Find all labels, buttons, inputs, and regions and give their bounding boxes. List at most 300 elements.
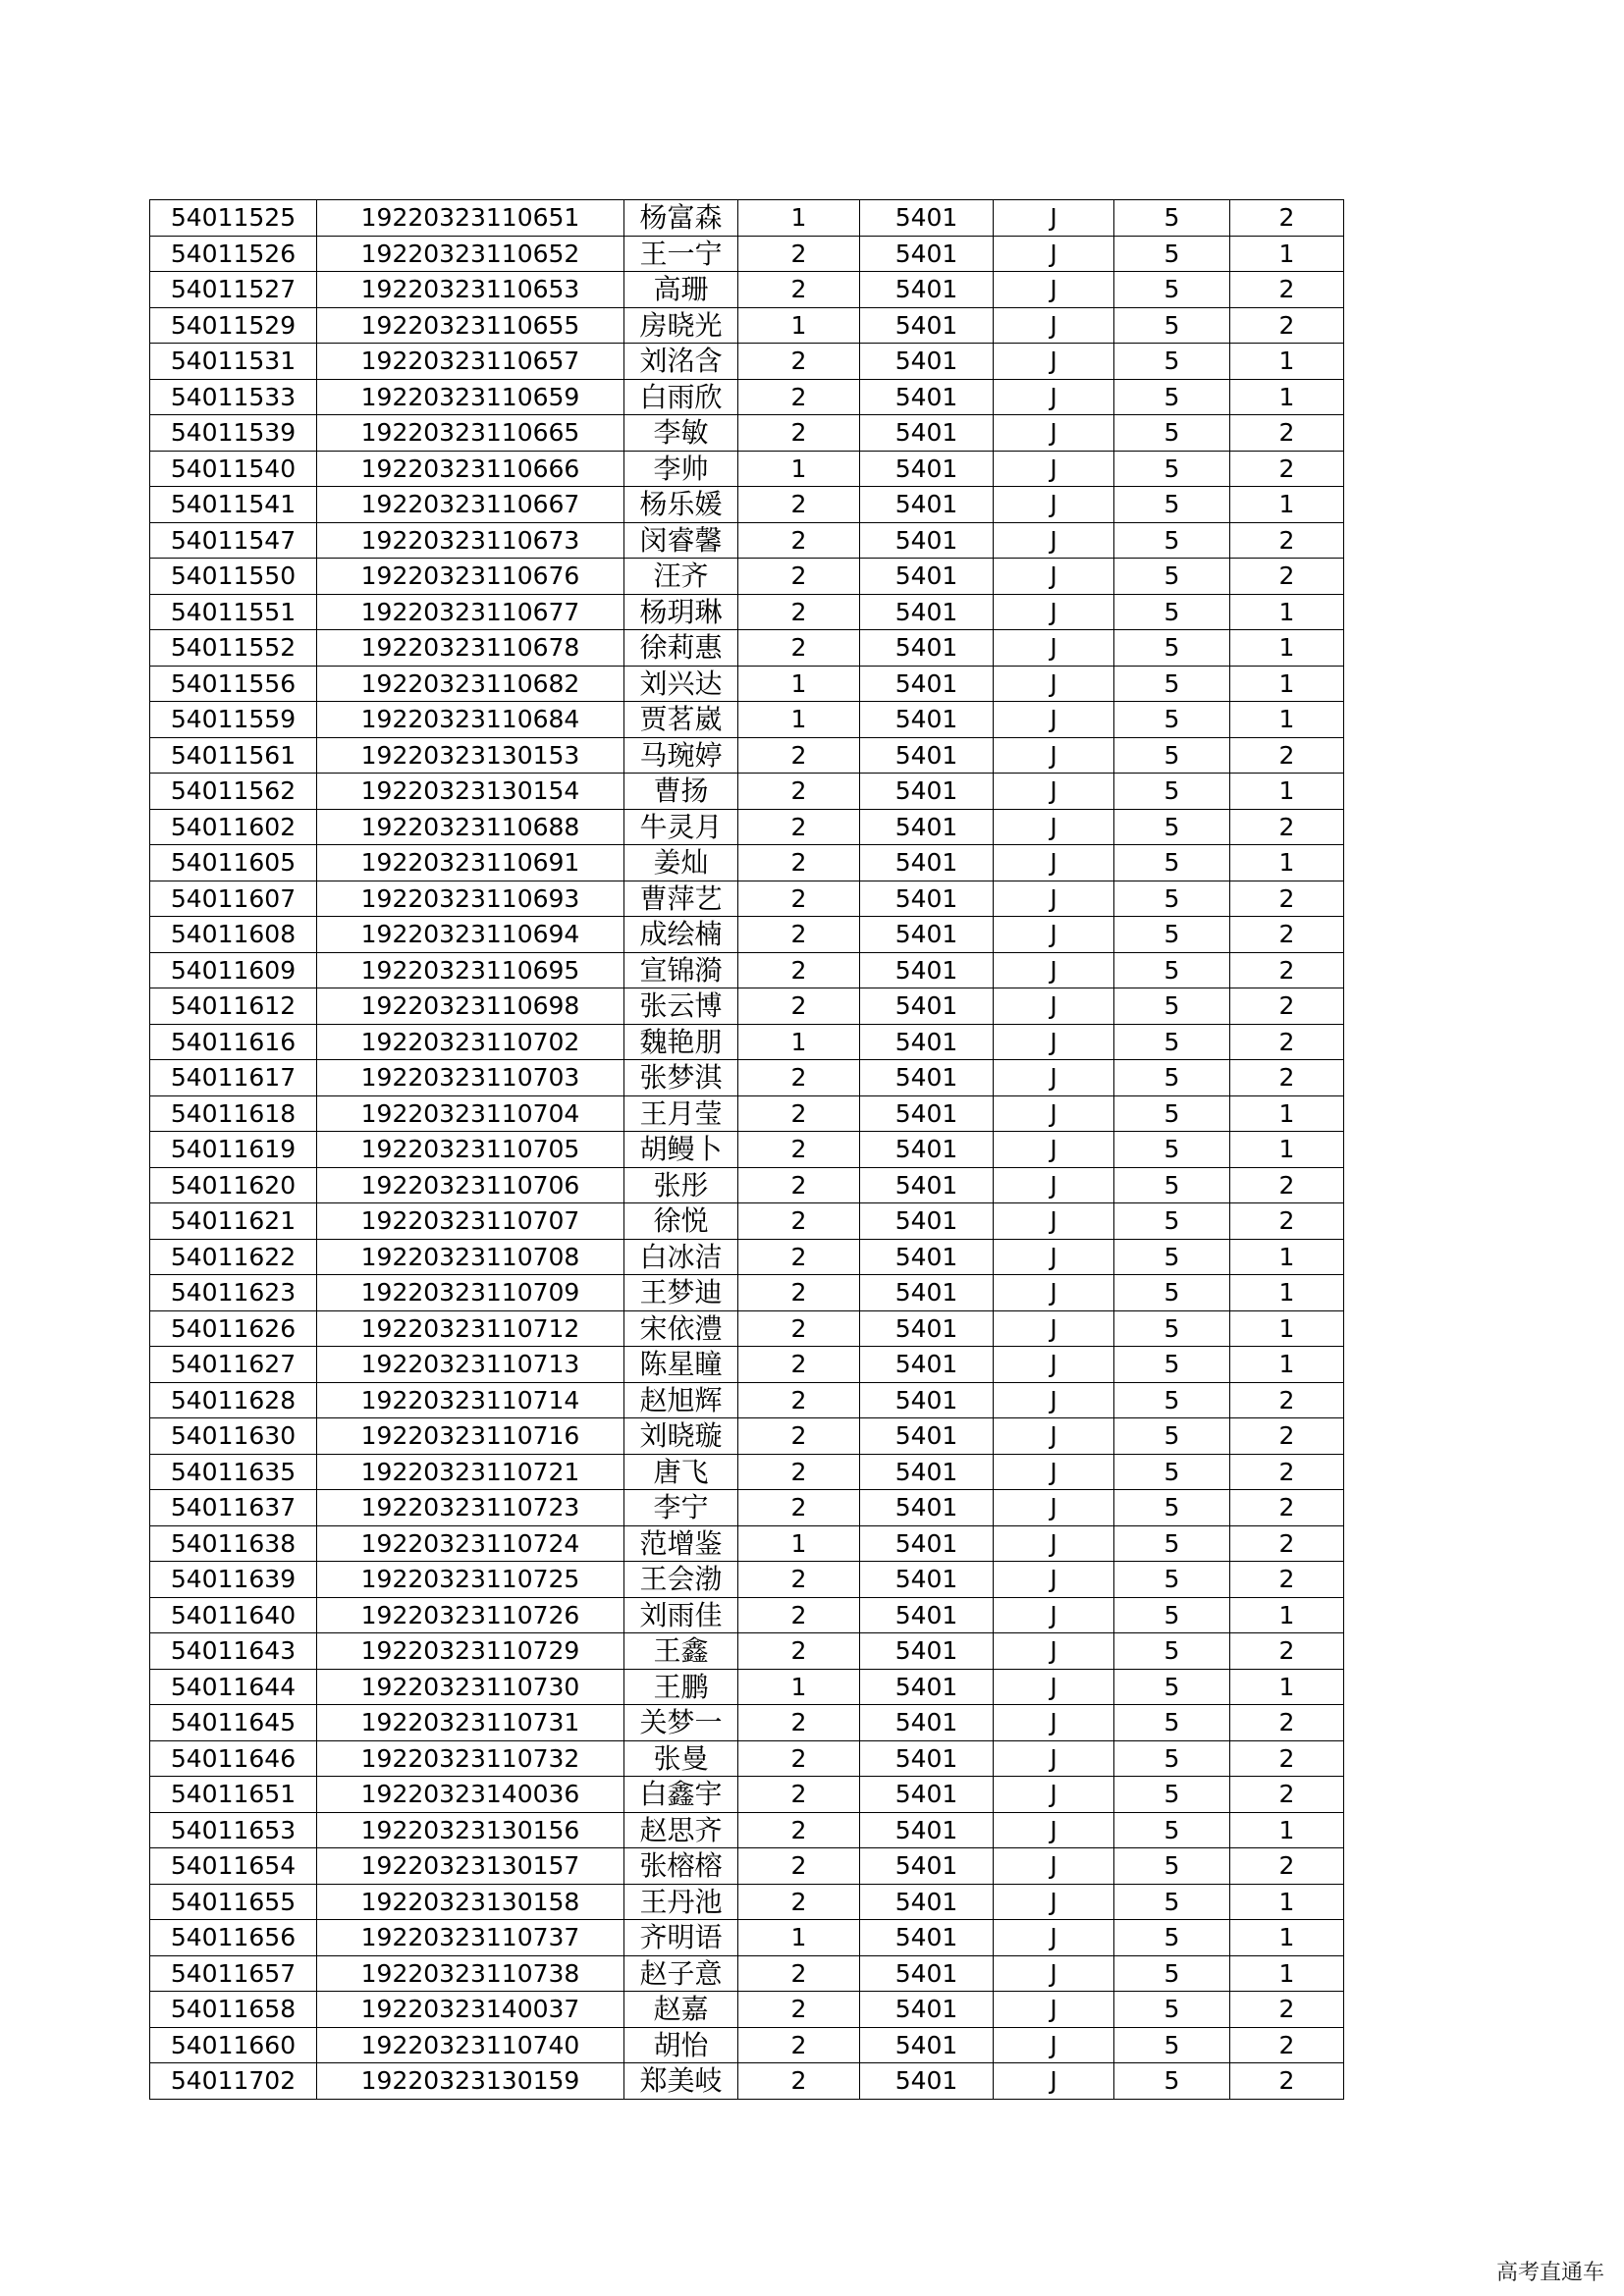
cell-name: 唐飞 — [624, 1454, 738, 1490]
cell-name: 贾茗崴 — [624, 702, 738, 738]
cell-type: J — [994, 1992, 1114, 2028]
cell-gender: 2 — [738, 1955, 860, 1992]
table-row — [150, 1382, 1344, 1418]
cell-code: 5401 — [860, 1812, 994, 1848]
cell-level: 5 — [1114, 1203, 1230, 1240]
cell-reg-no: 19220323110677 — [317, 594, 624, 630]
cell-reg-no: 19220323110706 — [317, 1167, 624, 1203]
cell-reg-no: 19220323110730 — [317, 1669, 624, 1705]
cell-name: 徐莉惠 — [624, 630, 738, 667]
cell-exam-no: 54011605 — [150, 845, 317, 881]
cell-result: 2 — [1230, 809, 1344, 845]
table-row — [150, 1669, 1344, 1705]
cell-result: 2 — [1230, 1740, 1344, 1777]
cell-gender: 2 — [738, 1633, 860, 1670]
table-row — [150, 630, 1344, 667]
cell-exam-no: 54011550 — [150, 559, 317, 595]
cell-reg-no: 19220323130159 — [317, 2063, 624, 2100]
cell-reg-no: 19220323110704 — [317, 1095, 624, 1132]
table-row — [150, 1310, 1344, 1347]
cell-gender: 2 — [738, 917, 860, 953]
cell-code: 5401 — [860, 2063, 994, 2100]
cell-reg-no: 19220323110725 — [317, 1562, 624, 1598]
cell-name: 范增鉴 — [624, 1525, 738, 1562]
cell-type: J — [994, 1418, 1114, 1455]
cell-gender: 2 — [738, 1454, 860, 1490]
cell-name: 曹扬 — [624, 774, 738, 810]
cell-level: 5 — [1114, 1347, 1230, 1383]
cell-gender: 2 — [738, 1740, 860, 1777]
table-row — [150, 344, 1344, 380]
cell-code: 5401 — [860, 1454, 994, 1490]
cell-level: 5 — [1114, 1562, 1230, 1598]
cell-level: 5 — [1114, 1167, 1230, 1203]
cell-type: J — [994, 952, 1114, 988]
cell-reg-no: 19220323130157 — [317, 1848, 624, 1885]
cell-reg-no: 19220323110651 — [317, 200, 624, 237]
cell-level: 5 — [1114, 1239, 1230, 1275]
cell-level: 5 — [1114, 1275, 1230, 1311]
table-row — [150, 774, 1344, 810]
cell-level: 5 — [1114, 1382, 1230, 1418]
cell-reg-no: 19220323110726 — [317, 1597, 624, 1633]
cell-level: 5 — [1114, 559, 1230, 595]
cell-result: 2 — [1230, 1848, 1344, 1885]
cell-code: 5401 — [860, 1310, 994, 1347]
table-row — [150, 1777, 1344, 1813]
table-row — [150, 1562, 1344, 1598]
cell-type: J — [994, 559, 1114, 595]
table-row — [150, 307, 1344, 344]
cell-name: 郑美岐 — [624, 2063, 738, 2100]
cell-exam-no: 54011656 — [150, 1920, 317, 1956]
cell-result: 1 — [1230, 630, 1344, 667]
cell-result: 1 — [1230, 236, 1344, 272]
cell-name: 白鑫宇 — [624, 1777, 738, 1813]
table-row — [150, 1812, 1344, 1848]
cell-code: 5401 — [860, 1239, 994, 1275]
cell-type: J — [994, 1955, 1114, 1992]
cell-exam-no: 54011643 — [150, 1633, 317, 1670]
cell-reg-no: 19220323110731 — [317, 1705, 624, 1741]
cell-exam-no: 54011653 — [150, 1812, 317, 1848]
table-row — [150, 1418, 1344, 1455]
cell-name: 汪齐 — [624, 559, 738, 595]
cell-level: 5 — [1114, 630, 1230, 667]
cell-result: 1 — [1230, 1095, 1344, 1132]
cell-exam-no: 54011702 — [150, 2063, 317, 2100]
cell-gender: 2 — [738, 952, 860, 988]
cell-name: 牛灵月 — [624, 809, 738, 845]
cell-level: 5 — [1114, 379, 1230, 415]
cell-gender: 2 — [738, 379, 860, 415]
cell-code: 5401 — [860, 1132, 994, 1168]
cell-gender: 1 — [738, 666, 860, 702]
cell-reg-no: 19220323110688 — [317, 809, 624, 845]
cell-result: 2 — [1230, 917, 1344, 953]
cell-code: 5401 — [860, 809, 994, 845]
cell-name: 刘洺含 — [624, 344, 738, 380]
cell-gender: 2 — [738, 594, 860, 630]
cell-result: 2 — [1230, 307, 1344, 344]
cell-gender: 2 — [738, 522, 860, 559]
cell-result: 1 — [1230, 1132, 1344, 1168]
cell-result: 1 — [1230, 379, 1344, 415]
cell-result: 2 — [1230, 2027, 1344, 2063]
table-row — [150, 1275, 1344, 1311]
cell-gender: 2 — [738, 1562, 860, 1598]
cell-exam-no: 54011654 — [150, 1848, 317, 1885]
cell-type: J — [994, 1740, 1114, 1777]
cell-name: 陈星瞳 — [624, 1347, 738, 1383]
cell-name: 白冰洁 — [624, 1239, 738, 1275]
table-row — [150, 522, 1344, 559]
table-row — [150, 200, 1344, 237]
cell-exam-no: 54011529 — [150, 307, 317, 344]
cell-type: J — [994, 344, 1114, 380]
table-row — [150, 1095, 1344, 1132]
cell-name: 赵嘉 — [624, 1992, 738, 2028]
table-row — [150, 1633, 1344, 1670]
cell-type: J — [994, 1705, 1114, 1741]
cell-level: 5 — [1114, 845, 1230, 881]
table-row — [150, 2027, 1344, 2063]
cell-result: 2 — [1230, 1705, 1344, 1741]
cell-reg-no: 19220323140036 — [317, 1777, 624, 1813]
cell-level: 5 — [1114, 1777, 1230, 1813]
cell-gender: 2 — [738, 2027, 860, 2063]
cell-gender: 2 — [738, 630, 860, 667]
cell-code: 5401 — [860, 1347, 994, 1383]
cell-reg-no: 19220323130158 — [317, 1884, 624, 1920]
cell-code: 5401 — [860, 1955, 994, 1992]
cell-code: 5401 — [860, 1275, 994, 1311]
cell-reg-no: 19220323110691 — [317, 845, 624, 881]
cell-gender: 2 — [738, 2063, 860, 2100]
cell-type: J — [994, 1275, 1114, 1311]
cell-result: 1 — [1230, 666, 1344, 702]
cell-gender: 2 — [738, 559, 860, 595]
cell-exam-no: 54011622 — [150, 1239, 317, 1275]
cell-level: 5 — [1114, 952, 1230, 988]
cell-result: 2 — [1230, 200, 1344, 237]
cell-reg-no: 19220323110676 — [317, 559, 624, 595]
cell-exam-no: 54011540 — [150, 451, 317, 487]
cell-type: J — [994, 1777, 1114, 1813]
cell-reg-no: 19220323110698 — [317, 988, 624, 1025]
cell-type: J — [994, 1490, 1114, 1526]
cell-exam-no: 54011651 — [150, 1777, 317, 1813]
cell-level: 5 — [1114, 809, 1230, 845]
cell-name: 刘晓璇 — [624, 1418, 738, 1455]
cell-code: 5401 — [860, 845, 994, 881]
cell-result: 2 — [1230, 881, 1344, 917]
cell-exam-no: 54011646 — [150, 1740, 317, 1777]
cell-name: 王月莹 — [624, 1095, 738, 1132]
cell-level: 5 — [1114, 1132, 1230, 1168]
cell-type: J — [994, 272, 1114, 308]
cell-level: 5 — [1114, 200, 1230, 237]
cell-code: 5401 — [860, 487, 994, 523]
cell-reg-no: 19220323110666 — [317, 451, 624, 487]
cell-gender: 1 — [738, 702, 860, 738]
cell-level: 5 — [1114, 1095, 1230, 1132]
watermark: 高考直通车 — [1495, 2261, 1604, 2285]
cell-type: J — [994, 415, 1114, 452]
cell-name: 王丹池 — [624, 1884, 738, 1920]
cell-gender: 2 — [738, 1167, 860, 1203]
cell-result: 1 — [1230, 1920, 1344, 1956]
cell-exam-no: 54011638 — [150, 1525, 317, 1562]
cell-gender: 1 — [738, 200, 860, 237]
cell-name: 张云博 — [624, 988, 738, 1025]
cell-result: 1 — [1230, 1669, 1344, 1705]
cell-name: 宣锦漪 — [624, 952, 738, 988]
cell-result: 2 — [1230, 988, 1344, 1025]
table-row — [150, 236, 1344, 272]
cell-name: 李敏 — [624, 415, 738, 452]
cell-gender: 2 — [738, 988, 860, 1025]
cell-reg-no: 19220323110712 — [317, 1310, 624, 1347]
cell-name: 李宁 — [624, 1490, 738, 1526]
table-row — [150, 1920, 1344, 1956]
cell-level: 5 — [1114, 1740, 1230, 1777]
cell-reg-no: 19220323110707 — [317, 1203, 624, 1240]
cell-exam-no: 54011618 — [150, 1095, 317, 1132]
cell-code: 5401 — [860, 1525, 994, 1562]
cell-name: 杨富森 — [624, 200, 738, 237]
table-row — [150, 594, 1344, 630]
cell-result: 2 — [1230, 415, 1344, 452]
cell-type: J — [994, 2027, 1114, 2063]
cell-type: J — [994, 1920, 1114, 1956]
cell-type: J — [994, 988, 1114, 1025]
cell-type: J — [994, 881, 1114, 917]
table-row — [150, 1490, 1344, 1526]
cell-type: J — [994, 666, 1114, 702]
cell-gender: 1 — [738, 1024, 860, 1060]
cell-gender: 2 — [738, 1275, 860, 1311]
cell-name: 王鹏 — [624, 1669, 738, 1705]
cell-level: 5 — [1114, 1705, 1230, 1741]
cell-gender: 2 — [738, 1239, 860, 1275]
cell-level: 5 — [1114, 1920, 1230, 1956]
cell-name: 杨乐媛 — [624, 487, 738, 523]
cell-result: 1 — [1230, 487, 1344, 523]
cell-reg-no: 19220323110716 — [317, 1418, 624, 1455]
cell-type: J — [994, 845, 1114, 881]
cell-result: 1 — [1230, 1955, 1344, 1992]
cell-name: 宋依澧 — [624, 1310, 738, 1347]
cell-result: 1 — [1230, 774, 1344, 810]
cell-type: J — [994, 1812, 1114, 1848]
cell-exam-no: 54011645 — [150, 1705, 317, 1741]
cell-exam-no: 54011533 — [150, 379, 317, 415]
cell-type: J — [994, 774, 1114, 810]
cell-code: 5401 — [860, 1490, 994, 1526]
table-row — [150, 881, 1344, 917]
cell-reg-no: 19220323110653 — [317, 272, 624, 308]
table-row — [150, 272, 1344, 308]
cell-result: 1 — [1230, 1347, 1344, 1383]
cell-gender: 2 — [738, 737, 860, 774]
cell-exam-no: 54011620 — [150, 1167, 317, 1203]
cell-result: 1 — [1230, 1275, 1344, 1311]
cell-gender: 1 — [738, 451, 860, 487]
cell-code: 5401 — [860, 1382, 994, 1418]
cell-name: 李帅 — [624, 451, 738, 487]
cell-level: 5 — [1114, 1024, 1230, 1060]
cell-exam-no: 54011551 — [150, 594, 317, 630]
cell-level: 5 — [1114, 666, 1230, 702]
cell-result: 2 — [1230, 1525, 1344, 1562]
cell-name: 姜灿 — [624, 845, 738, 881]
cell-code: 5401 — [860, 2027, 994, 2063]
cell-result: 2 — [1230, 1562, 1344, 1598]
cell-result: 2 — [1230, 1633, 1344, 1670]
cell-level: 5 — [1114, 881, 1230, 917]
cell-code: 5401 — [860, 666, 994, 702]
cell-result: 1 — [1230, 1884, 1344, 1920]
cell-type: J — [994, 1884, 1114, 1920]
cell-exam-no: 54011637 — [150, 1490, 317, 1526]
cell-reg-no: 19220323110665 — [317, 415, 624, 452]
table-row — [150, 666, 1344, 702]
cell-level: 5 — [1114, 1633, 1230, 1670]
cell-name: 齐明语 — [624, 1920, 738, 1956]
cell-code: 5401 — [860, 702, 994, 738]
cell-code: 5401 — [860, 1095, 994, 1132]
cell-name: 张彤 — [624, 1167, 738, 1203]
table-row — [150, 487, 1344, 523]
cell-gender: 2 — [738, 415, 860, 452]
cell-gender: 2 — [738, 774, 860, 810]
table-row — [150, 1203, 1344, 1240]
cell-exam-no: 54011619 — [150, 1132, 317, 1168]
cell-reg-no: 19220323110694 — [317, 917, 624, 953]
cell-result: 1 — [1230, 1597, 1344, 1633]
cell-level: 5 — [1114, 522, 1230, 559]
cell-name: 白雨欣 — [624, 379, 738, 415]
cell-result: 1 — [1230, 1310, 1344, 1347]
table-row — [150, 1132, 1344, 1168]
cell-name: 徐悦 — [624, 1203, 738, 1240]
cell-level: 5 — [1114, 1812, 1230, 1848]
cell-level: 5 — [1114, 1310, 1230, 1347]
cell-result: 2 — [1230, 272, 1344, 308]
cell-level: 5 — [1114, 307, 1230, 344]
cell-level: 5 — [1114, 1060, 1230, 1096]
table-row — [150, 809, 1344, 845]
cell-exam-no: 54011616 — [150, 1024, 317, 1060]
cell-code: 5401 — [860, 1203, 994, 1240]
cell-code: 5401 — [860, 917, 994, 953]
cell-gender: 2 — [738, 236, 860, 272]
cell-result: 2 — [1230, 952, 1344, 988]
cell-code: 5401 — [860, 952, 994, 988]
cell-type: J — [994, 487, 1114, 523]
cell-name: 王梦迪 — [624, 1275, 738, 1311]
cell-gender: 2 — [738, 1418, 860, 1455]
cell-reg-no: 19220323110708 — [317, 1239, 624, 1275]
cell-name: 马琬婷 — [624, 737, 738, 774]
cell-result: 2 — [1230, 2063, 1344, 2100]
cell-reg-no: 19220323110695 — [317, 952, 624, 988]
cell-level: 5 — [1114, 415, 1230, 452]
cell-code: 5401 — [860, 1848, 994, 1885]
cell-result: 2 — [1230, 559, 1344, 595]
cell-level: 5 — [1114, 451, 1230, 487]
cell-name: 胡鳗卜 — [624, 1132, 738, 1168]
table-row — [150, 952, 1344, 988]
cell-type: J — [994, 1239, 1114, 1275]
cell-type: J — [994, 1310, 1114, 1347]
cell-type: J — [994, 1203, 1114, 1240]
cell-exam-no: 54011612 — [150, 988, 317, 1025]
cell-name: 胡怡 — [624, 2027, 738, 2063]
table-row — [150, 1884, 1344, 1920]
cell-reg-no: 19220323140037 — [317, 1992, 624, 2028]
cell-gender: 2 — [738, 1382, 860, 1418]
cell-reg-no: 19220323110693 — [317, 881, 624, 917]
cell-level: 5 — [1114, 2027, 1230, 2063]
student-table — [149, 199, 1344, 2100]
cell-reg-no: 19220323130154 — [317, 774, 624, 810]
cell-code: 5401 — [860, 1884, 994, 1920]
cell-type: J — [994, 702, 1114, 738]
cell-name: 张曼 — [624, 1740, 738, 1777]
cell-result: 2 — [1230, 1382, 1344, 1418]
cell-exam-no: 54011541 — [150, 487, 317, 523]
cell-level: 5 — [1114, 1669, 1230, 1705]
cell-gender: 2 — [738, 1490, 860, 1526]
cell-result: 2 — [1230, 1992, 1344, 2028]
cell-type: J — [994, 594, 1114, 630]
table-row — [150, 1347, 1344, 1383]
cell-name: 刘兴达 — [624, 666, 738, 702]
cell-code: 5401 — [860, 1024, 994, 1060]
cell-type: J — [994, 200, 1114, 237]
cell-gender: 1 — [738, 1669, 860, 1705]
cell-reg-no: 19220323110682 — [317, 666, 624, 702]
cell-reg-no: 19220323110703 — [317, 1060, 624, 1096]
cell-name: 王鑫 — [624, 1633, 738, 1670]
cell-level: 5 — [1114, 1955, 1230, 1992]
cell-type: J — [994, 236, 1114, 272]
cell-exam-no: 54011561 — [150, 737, 317, 774]
cell-code: 5401 — [860, 1992, 994, 2028]
cell-reg-no: 19220323110659 — [317, 379, 624, 415]
cell-reg-no: 19220323110721 — [317, 1454, 624, 1490]
cell-exam-no: 54011657 — [150, 1955, 317, 1992]
cell-gender: 2 — [738, 1884, 860, 1920]
cell-code: 5401 — [860, 1418, 994, 1455]
cell-result: 2 — [1230, 1418, 1344, 1455]
cell-code: 5401 — [860, 1740, 994, 1777]
cell-name: 王会渤 — [624, 1562, 738, 1598]
cell-level: 5 — [1114, 1884, 1230, 1920]
cell-code: 5401 — [860, 415, 994, 452]
cell-exam-no: 54011552 — [150, 630, 317, 667]
cell-type: J — [994, 1095, 1114, 1132]
cell-name: 杨玥琳 — [624, 594, 738, 630]
cell-reg-no: 19220323110655 — [317, 307, 624, 344]
cell-level: 5 — [1114, 737, 1230, 774]
cell-type: J — [994, 1525, 1114, 1562]
cell-level: 5 — [1114, 917, 1230, 953]
cell-type: J — [994, 917, 1114, 953]
cell-exam-no: 54011639 — [150, 1562, 317, 1598]
